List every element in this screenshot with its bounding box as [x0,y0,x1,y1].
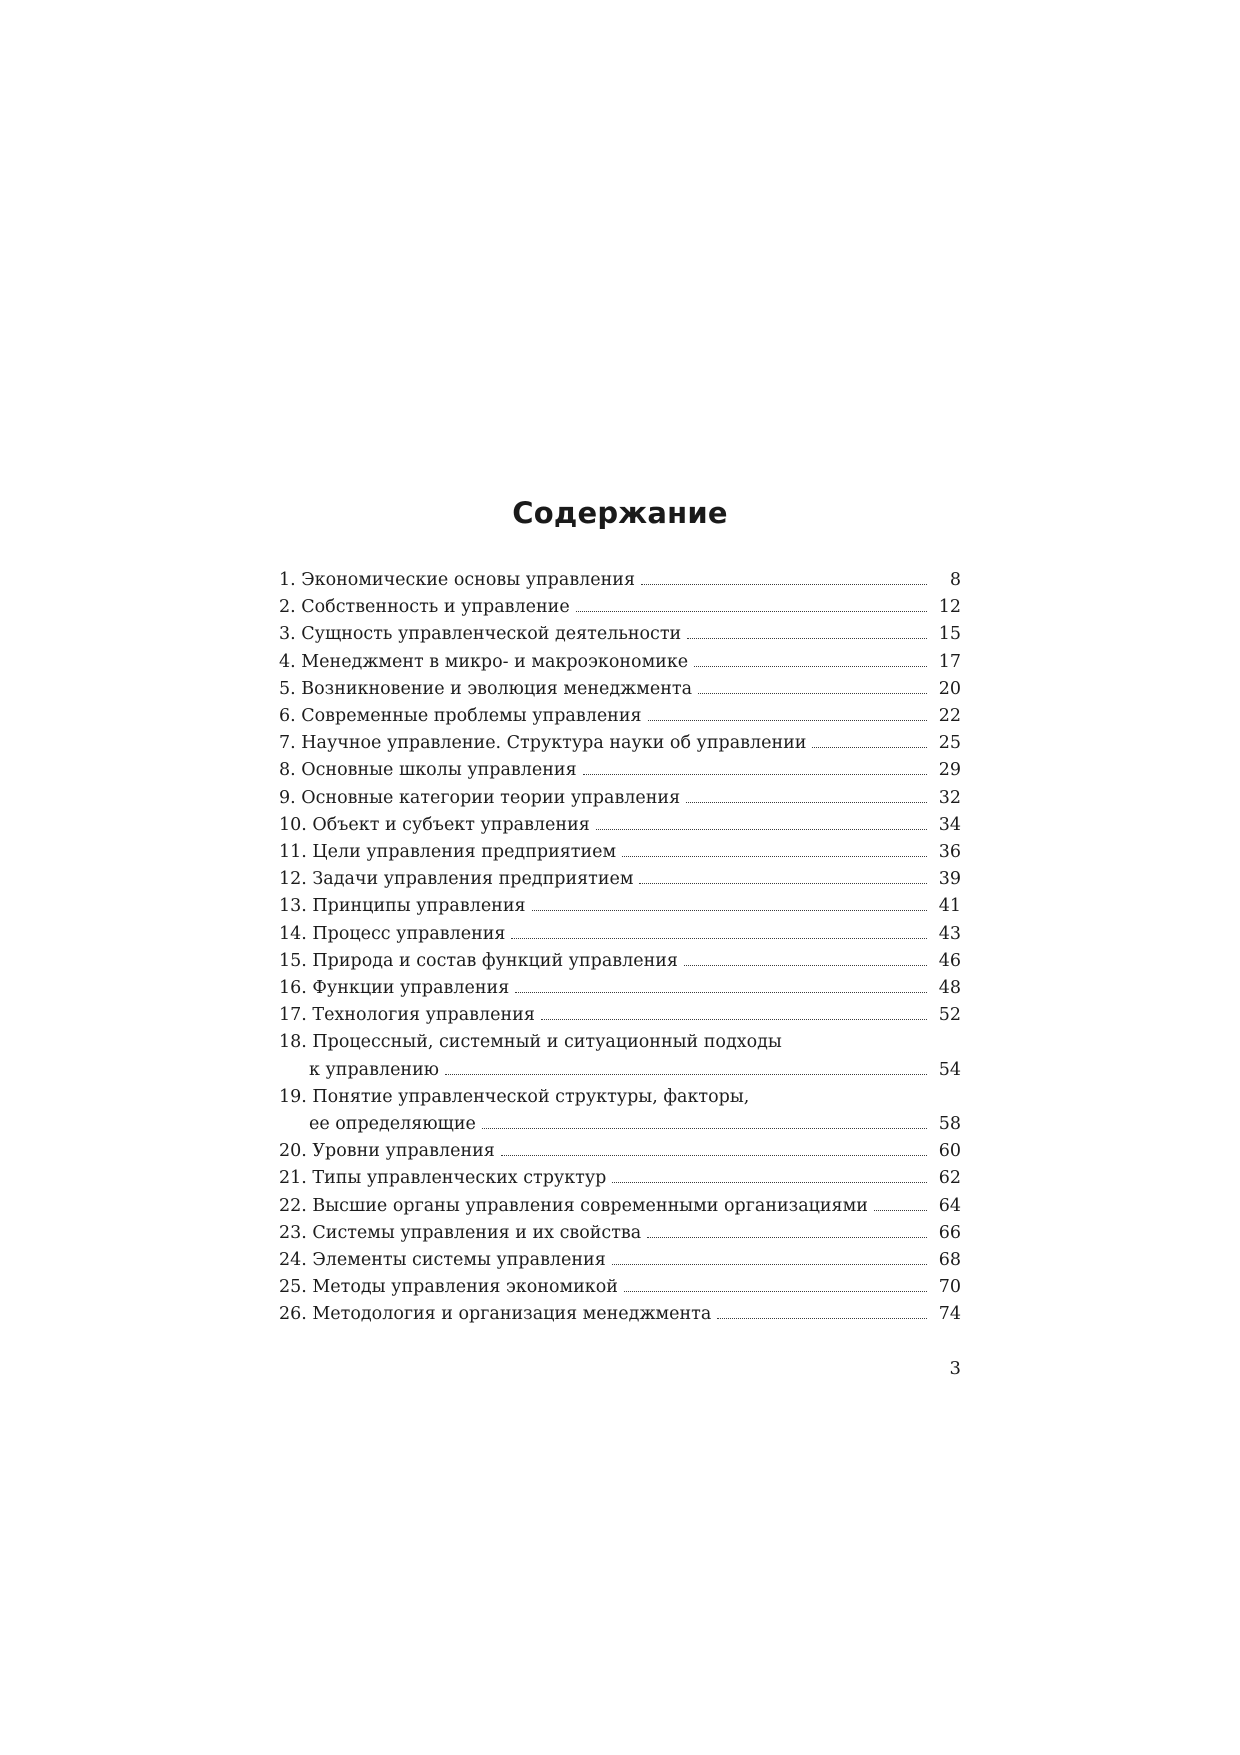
dot-leader [482,1128,927,1129]
toc-entry-title: 10. Объект и субъект управления [279,814,590,835]
toc-line [279,921,961,948]
dot-leader [541,1019,927,1020]
toc-entry[interactable] [279,649,961,676]
toc-entry[interactable] [279,1247,961,1274]
page-title: Содержание [512,496,728,530]
toc-entry-title: 14. Процесс управления [279,923,506,944]
dot-leader [583,774,927,775]
toc-line [279,730,961,757]
dot-leader [501,1155,927,1156]
dot-leader [648,720,927,721]
dot-leader [686,802,927,803]
dot-leader [639,883,927,884]
dot-leader [576,611,927,612]
toc-line [279,1220,961,1247]
toc-entry-title: 5. Возникновение и эволюция менеджмента [279,678,693,699]
toc-entry[interactable] [279,1029,961,1083]
toc-entry-title: 22. Высшие органы управления современными организациями [279,1195,868,1216]
toc-page-number: 52 [938,1005,961,1026]
toc-line [279,676,961,703]
toc-line [279,1193,961,1220]
toc-line [279,1057,961,1084]
toc-entry[interactable] [279,1165,961,1192]
toc-line [279,866,961,893]
toc-entry-title: 19. Понятие управленческой структуры, факторы, [279,1086,750,1107]
toc-page-number: 70 [938,1277,961,1298]
toc-entry-title: 4. Менеджмент в микро- и макроэкономике [279,651,689,672]
toc-page-number: 54 [938,1059,961,1080]
toc-entry[interactable] [279,1301,961,1328]
toc-entry[interactable] [279,948,961,975]
toc-page-number: 32 [938,787,961,808]
toc-entry[interactable] [279,1084,961,1138]
dot-leader [622,856,927,857]
toc-page-number: 15 [938,624,961,645]
toc-entry-title: 15. Природа и состав функций управления [279,950,678,971]
toc-entry[interactable] [279,757,961,784]
dot-leader [532,910,927,911]
dot-leader [445,1074,927,1075]
toc-entry[interactable] [279,1274,961,1301]
dot-leader [511,938,927,939]
toc-line [279,785,961,812]
toc-entry-title: 16. Функции управления [279,978,510,999]
toc-line [279,757,961,784]
toc-line [279,975,961,1002]
toc-entry-title: 12. Задачи управления предприятием [279,869,634,890]
toc-entry[interactable] [279,812,961,839]
dot-leader [812,747,927,748]
table-of-contents [279,567,961,1329]
dot-leader [612,1182,927,1183]
toc-entry-title: 20. Уровни управления [279,1141,495,1162]
page-number: 3 [949,1358,961,1379]
toc-page-number: 58 [938,1114,961,1135]
toc-entry[interactable] [279,1002,961,1029]
toc-page-number: 20 [938,678,961,699]
toc-entry[interactable] [279,621,961,648]
toc-line [279,1084,961,1111]
toc-page-number: 46 [938,950,961,971]
toc-line [279,703,961,730]
toc-entry-title: 13. Принципы управления [279,896,526,917]
toc-line [279,1165,961,1192]
dot-leader [717,1318,927,1319]
dot-leader [515,992,927,993]
toc-line [279,1247,961,1274]
dot-leader [874,1210,927,1211]
toc-entry[interactable] [279,1220,961,1247]
toc-page-number: 66 [938,1222,961,1243]
dot-leader [624,1291,927,1292]
toc-page-number: 29 [938,760,961,781]
toc-line [279,812,961,839]
toc-entry[interactable] [279,567,961,594]
toc-entry[interactable] [279,893,961,920]
toc-page-number: 43 [938,923,961,944]
toc-page-number: 39 [938,869,961,890]
toc-entry-title: 8. Основные школы управления [279,760,577,781]
dot-leader [684,965,927,966]
toc-line [279,839,961,866]
toc-entry[interactable] [279,676,961,703]
dot-leader [687,638,927,639]
toc-entry[interactable] [279,730,961,757]
toc-entry[interactable] [279,1193,961,1220]
toc-page-number: 48 [938,978,961,999]
toc-entry-title: 2. Собственность и управление [279,597,570,618]
toc-line [279,893,961,920]
toc-page-number: 64 [938,1195,961,1216]
toc-entry[interactable] [279,866,961,893]
toc-entry-title: 25. Методы управления экономикой [279,1277,618,1298]
toc-entry-title: 1. Экономические основы управления [279,570,636,590]
toc-line [279,567,961,594]
toc-entry-title: 7. Научное управление. Структура науки об управлении [279,733,807,754]
toc-entry-title: 18. Процессный, системный и ситуационный подходы [279,1032,782,1053]
toc-page-number: 41 [938,896,961,917]
toc-page-number: 34 [938,814,961,835]
toc-entry[interactable] [279,839,961,866]
toc-entry-title: 6. Современные проблемы управления [279,706,642,727]
toc-line [279,1301,961,1328]
toc-entry-title: к управлению [309,1059,439,1080]
toc-entry-title: ее определяющие [309,1114,476,1135]
toc-entry-title: 9. Основные категории теории управления [279,787,681,808]
toc-entry[interactable] [279,703,961,730]
toc-entry-title: 23. Системы управления и их свойства [279,1222,642,1243]
toc-line [279,1002,961,1029]
toc-page-number: 68 [938,1250,961,1271]
dot-leader [698,693,927,694]
toc-page-number: 8 [949,570,961,590]
toc-page-number: 60 [938,1141,961,1162]
toc-page-number: 74 [938,1304,961,1325]
toc-page-number: 12 [938,597,961,618]
toc-line [279,1029,961,1056]
toc-page-number: 25 [938,733,961,754]
toc-entry[interactable] [279,594,961,621]
toc-page-number: 62 [938,1168,961,1189]
toc-line [279,649,961,676]
toc-entry[interactable] [279,1138,961,1165]
toc-page-number: 17 [938,651,961,672]
toc-page-number: 36 [938,842,961,863]
dot-leader [596,829,927,830]
toc-entry-title: 21. Типы управленческих структур [279,1168,607,1189]
toc-line [279,948,961,975]
toc-entry[interactable] [279,975,961,1002]
toc-line [279,1274,961,1301]
toc-entry-title: 17. Технология управления [279,1005,535,1026]
dot-leader [641,584,927,585]
toc-entry-title: 24. Элементы системы управления [279,1250,606,1271]
toc-entry[interactable] [279,785,961,812]
dot-leader [647,1237,927,1238]
dot-leader [694,666,927,667]
toc-entry[interactable] [279,921,961,948]
toc-page-number: 22 [938,706,961,727]
toc-line [279,1111,961,1138]
toc-line [279,621,961,648]
toc-line [279,594,961,621]
toc-entry-title: 11. Цели управления предприятием [279,842,617,863]
toc-entry-title: 26. Методология и организация менеджмента [279,1304,712,1325]
dot-leader [612,1264,927,1265]
toc-line [279,1138,961,1165]
toc-entry-title: 3. Сущность управленческой деятельности [279,624,682,645]
